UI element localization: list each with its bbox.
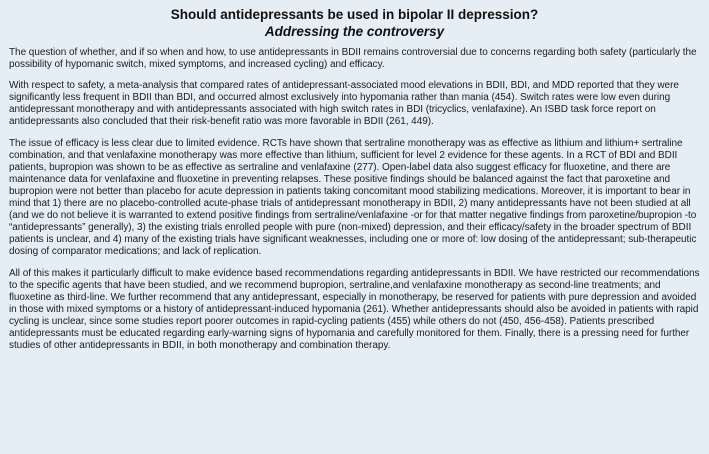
- paragraph-safety: With respect to safety, a meta-analysis that compared rates of antidepressant-associated mood elevations in BDII, BDI, and MDD reported that they were significantly less frequent in BDII than BDI, and occurred almost exclusively into hypomania rather than mania (454). Switch rates were low even during antidepressant monotherapy and with antidepressants associated with high switch rates in BDI (tricyclics, venlafaxine). An ISBD task force report on antidepressants also concluded that their risk-benefit ratio was more favorable in BDII (261, 449).: [9, 80, 679, 128]
- box-title: Should antidepressants be used in bipolar II depression?: [170, 7, 539, 22]
- paragraph-recommendations: All of this makes it particularly difficult to make evidence based recommendations regarding antidepressants in BDII. We have restricted our recommendations to the specific agents that have been studied, and we recommend bupropion, sertraline,and venlafaxine monotherapy as second-line treatments; and fluoxetine as third-line. We further recommend that any antidepressant, especially in monotherapy, be reserved for patients with pure depression and avoided in those with mixed symptoms or a history of antidepressant-induced hypomania (261). Whether antidepressants should also be avoided in patients with rapid cycling is unclear, since some studies report poorer outcomes in rapid-cycling patients (455) while others do not (450, 456-458). Patients prescribed antidepressants must be educated regarding early-warning signs of hypomania and carefully monitored for them. Finally, there is a pressing need for further studies of other antidepressants in BDII, in both monotherapy and combination therapy.: [9, 267, 700, 352]
- paragraph-intro: The question of whether, and if so when and how, to use antidepressants in BDII remains controversial due to concerns regarding both safety (particularly the possibility of hypomanic switch, mixed symptoms, and increased cycling) and efficacy.: [9, 47, 697, 71]
- paragraph-efficacy: The issue of efficacy is less clear due to limited evidence. RCTs have shown that sertraline monotherapy was as effective as lithium and lithium+ sertraline combination, and that venlafaxine monotherapy was more effective than lithium, sufficient for level 2 evidence for these agents. In a RCT of BDI and BDII patients, bupropion was shown to be as effective as sertraline and venlafaxine (277). Open-label data also suggest efficacy for fluoxetine, and there are maintenance data for venlafaxine and fluoxetine in preventing relapses. These positive findings should be balanced against the fact that paroxetine and bupropion were not better than placebo for acute depression in patients taking concomitant mood stabilizing medications. Moreover, it is important to bear in mind that 1) there are no placebo-controlled acute-phase trials of antidepressant monotherapy in BDII, 2) many antidepressants have not been studied at all (and we do not believe it is warranted to extend positive findings from sertraline/venlafaxine -or for that matter negative findings from paroxetine/bupropion -to “antidepressants” generally), 3) the existing trials enrolled people with pure (non-mixed) depression, and their efficacy/safety in the broader spectrum of BDII patients is unclear, and 4) many of the existing trials have significant weaknesses, including one or more of: low dosing of the antidepressant; sub-therapeutic dosing of comparator medications; and lack of replication.: [9, 137, 697, 258]
- box-subtitle: Addressing the controversy: [264, 24, 445, 39]
